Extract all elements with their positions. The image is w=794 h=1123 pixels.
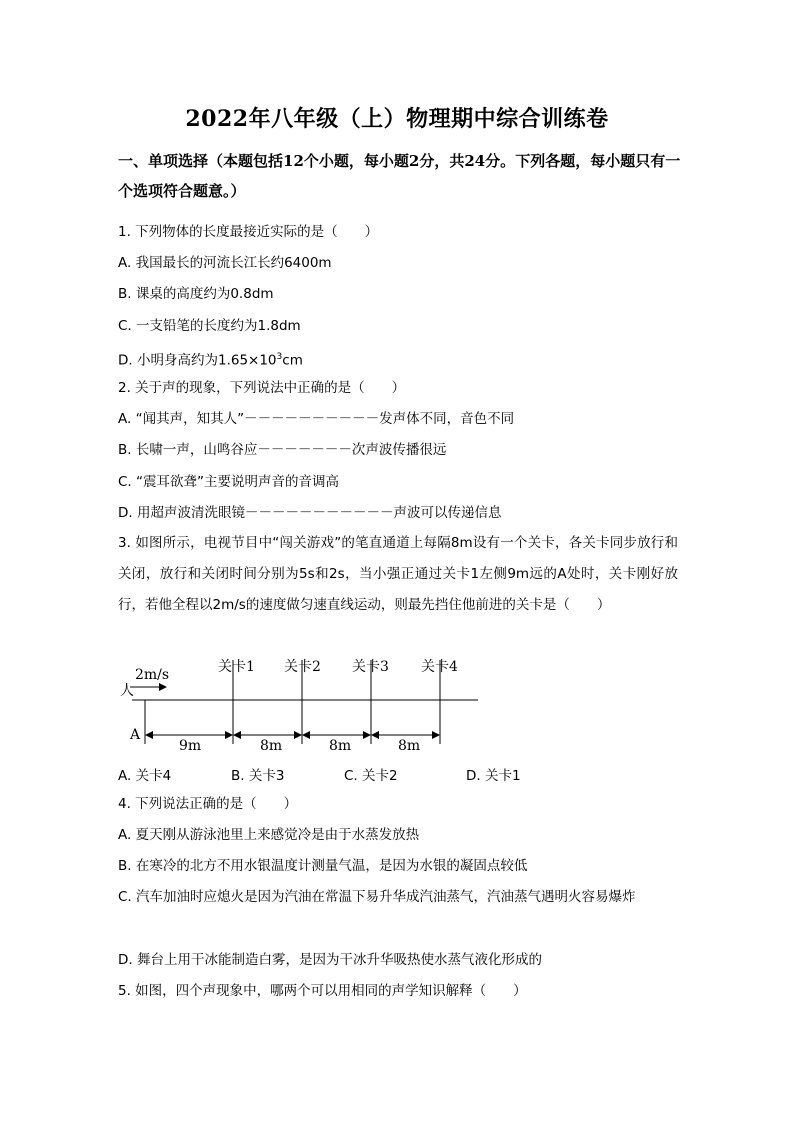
question-5-stem: 5. 如图，四个声现象中，哪两个可以用相同的声学知识解释（ ）: [118, 983, 527, 999]
section-heading: 一、单项选择（本题包括12个小题，每小题2分，共24分。下列各题，每小题只有一个选项符合题意。）: [118, 152, 681, 200]
question-4-option-d: D. 舞台上用干冰能制造白雾，是因为干冰升华吸热使水蒸气液化形成的: [118, 952, 542, 968]
question-3-option-d: D. 关卡1: [466, 768, 521, 784]
question-4-option-c: C. 汽车加油时应熄火是因为汽油在常温下易升华成汽油蒸气，汽油蒸气遇明火容易爆炸: [118, 889, 636, 905]
question-1-option-b: B. 课桌的高度约为0.8dm: [118, 286, 274, 302]
point-a-label: A: [130, 727, 141, 743]
gate-1-label: 关卡1: [218, 659, 255, 675]
question-2-stem: 2. 关于声的现象，下列说法中正确的是（ ）: [118, 380, 406, 396]
question-3-option-a: A. 关卡4: [118, 768, 172, 784]
question-3-stem: 3. 如图所示，电视节目中“闯关游戏”的笔直通道上每隔8m设有一个关卡，各关卡同步放行和关闭，放行和关闭时间分别为5s和2s，当小强正通过关卡1左侧9m远的A处时，关卡刚好放行，若他全程以2m/s的速度做匀速直线运动，则最先挡住他前进的关卡是（ ）: [118, 535, 678, 613]
question-1-option-a: A. 我国最长的河流长江长约6400m: [118, 255, 332, 271]
gate-2-label: 关卡2: [284, 659, 321, 675]
question-1-option-d: [118, 347, 303, 371]
question-4-stem: 4. 下列说法正确的是（ ）: [118, 796, 298, 812]
gate-4-label: 关卡4: [421, 659, 458, 675]
option-d-exponent: 3: [276, 352, 283, 362]
distance-label-1: 9m: [179, 738, 202, 754]
person-label: 人: [120, 683, 134, 699]
distance-label-3: 8m: [329, 738, 352, 754]
page-title: 2022年八年级（上）物理期中综合训练卷: [185, 106, 609, 132]
distance-label-4: 8m: [398, 738, 421, 754]
distance-label-2: 8m: [260, 738, 283, 754]
question-2-option-a: A. “闻其声，知其人”－－－－－－－－－－发声体不同，音色不同: [118, 411, 515, 427]
speed-label: 2m/s: [135, 667, 170, 683]
question-4-option-b: B. 在寒冷的北方不用水银温度计测量气温，是因为水银的凝固点较低: [118, 858, 528, 874]
option-d-unit: cm: [282, 352, 303, 369]
question-3-option-c: C. 关卡2: [344, 768, 398, 784]
gate-diagram: [118, 650, 488, 760]
question-1-stem: 1. 下列物体的长度最接近实际的是（ ）: [118, 224, 379, 240]
question-2-option-d: D. 用超声波清洗眼镜－－－－－－－－－－－声波可以传递信息: [118, 505, 502, 521]
question-4-option-a: A. 夏天刚从游泳池里上来感觉冷是由于水蒸发放热: [118, 827, 420, 843]
gate-3-label: 关卡3: [352, 659, 389, 675]
question-1-option-c: C. 一支铅笔的长度约为1.8dm: [118, 318, 301, 334]
question-2-option-c: C. “震耳欲聋”主要说明声音的音调高: [118, 474, 339, 490]
option-d-text: D. 小明身高约为1.65×10: [118, 352, 277, 369]
question-3-option-b: B. 关卡3: [231, 768, 285, 784]
question-2-option-b: B. 长啸一声，山鸣谷应－－－－－－－次声波传播很远: [118, 442, 447, 458]
